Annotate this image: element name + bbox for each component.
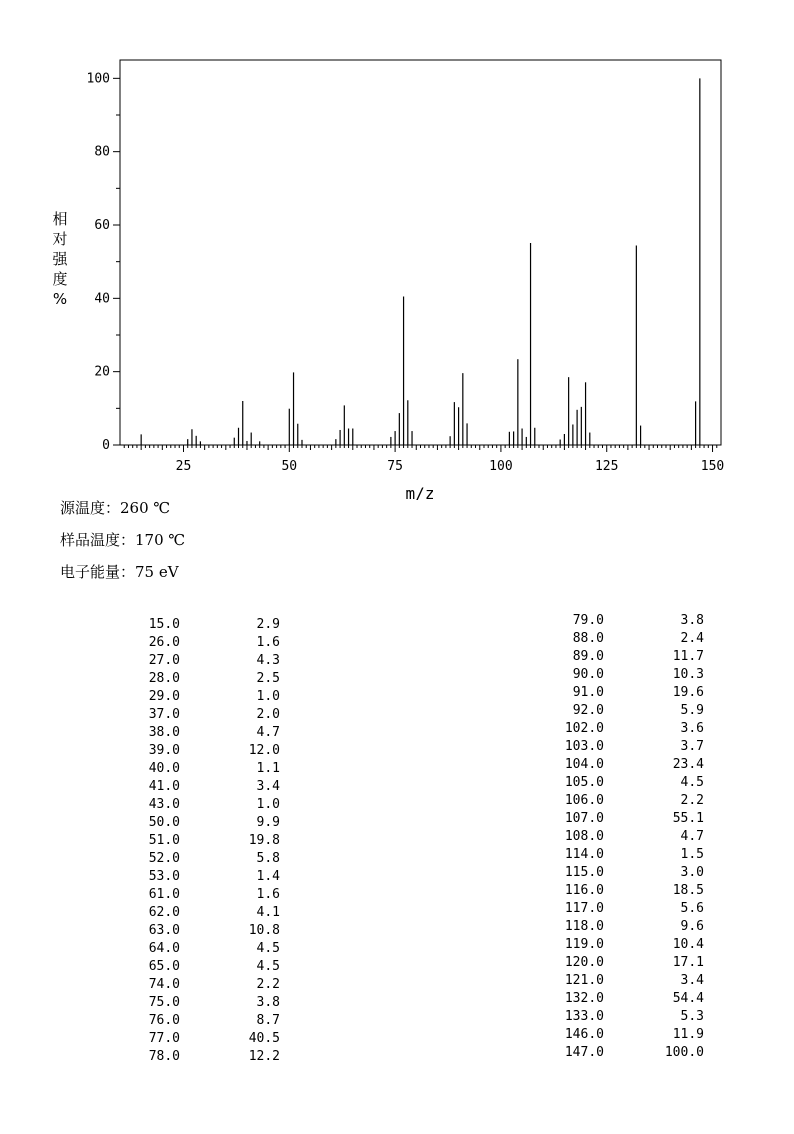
table-row — [140, 616, 280, 634]
table-row — [564, 936, 704, 954]
mz-value: 77.0 — [148, 1031, 180, 1046]
table-row — [564, 810, 704, 828]
table-row — [140, 652, 280, 670]
abundance-value: 2.5 — [256, 671, 280, 686]
abundance-value: 5.8 — [256, 851, 280, 866]
mz-value: 28.0 — [148, 671, 180, 686]
mz-value: 64.0 — [148, 941, 180, 956]
table-row — [140, 724, 280, 742]
electron-energy: 电子能量：75 eV — [60, 563, 179, 581]
table-row — [564, 738, 704, 756]
abundance-value: 10.8 — [248, 923, 280, 938]
abundance-value: 2.0 — [256, 707, 280, 722]
table-row — [140, 832, 280, 850]
table-row — [564, 684, 704, 702]
y-axis-label — [52, 210, 68, 308]
table-row — [564, 1026, 704, 1044]
abundance-value: 3.7 — [680, 739, 704, 754]
abundance-value: 2.4 — [680, 631, 704, 646]
table-row — [140, 688, 280, 706]
mz-value: 108.0 — [564, 829, 604, 844]
mz-value: 15.0 — [148, 617, 180, 632]
x-tick-label: 100 — [489, 459, 513, 474]
mz-value: 119.0 — [564, 937, 604, 952]
table-row — [564, 1008, 704, 1026]
y-axis-label-char: 对 — [52, 230, 68, 248]
abundance-value: 1.6 — [256, 887, 280, 902]
abundance-value: 4.3 — [256, 653, 280, 668]
mz-value: 43.0 — [148, 797, 180, 812]
mz-value: 61.0 — [148, 887, 180, 902]
y-axis-label-char: 度 — [52, 270, 68, 288]
abundance-value: 3.8 — [680, 613, 704, 628]
x-tick-label: 125 — [594, 459, 619, 474]
peak-table-right — [564, 612, 704, 1062]
abundance-value: 10.3 — [672, 667, 704, 682]
abundance-value: 2.2 — [256, 977, 280, 992]
table-row — [564, 720, 704, 738]
abundance-value: 1.5 — [680, 847, 704, 862]
table-row — [140, 796, 280, 814]
abundance-value: 3.6 — [680, 721, 704, 736]
y-tick-label: 40 — [94, 291, 110, 307]
table-row — [564, 774, 704, 792]
table-row — [564, 846, 704, 864]
table-row — [140, 940, 280, 958]
abundance-value: 2.9 — [256, 617, 280, 632]
abundance-value: 4.1 — [256, 905, 280, 920]
table-row — [140, 904, 280, 922]
mz-value: 40.0 — [148, 761, 180, 776]
abundance-value: 8.7 — [256, 1013, 280, 1028]
mz-value: 92.0 — [572, 703, 604, 718]
mz-value: 114.0 — [564, 847, 604, 862]
mz-value: 147.0 — [564, 1045, 604, 1060]
abundance-value: 40.5 — [248, 1031, 280, 1046]
table-row — [564, 828, 704, 846]
x-axis-ticks — [124, 445, 724, 474]
x-axis-label: m/z — [405, 484, 435, 500]
table-row — [564, 900, 704, 918]
mz-value: 103.0 — [564, 739, 604, 754]
mz-value: 62.0 — [148, 905, 180, 920]
table-row — [564, 882, 704, 900]
mz-value: 105.0 — [564, 775, 604, 790]
abundance-value: 4.5 — [680, 775, 704, 790]
abundance-value: 100.0 — [664, 1045, 704, 1060]
table-row — [564, 792, 704, 810]
sample-temperature: 样品温度：170 ℃ — [60, 531, 186, 549]
mz-value: 107.0 — [564, 811, 604, 826]
mz-value: 117.0 — [564, 901, 604, 916]
mz-value: 121.0 — [564, 973, 604, 988]
mz-value: 78.0 — [148, 1049, 180, 1064]
abundance-value: 17.1 — [672, 955, 704, 970]
table-row — [140, 958, 280, 976]
table-row — [140, 922, 280, 940]
peak-table-left — [140, 616, 280, 1066]
mz-value: 106.0 — [564, 793, 604, 808]
mz-value: 91.0 — [572, 685, 604, 700]
abundance-value: 5.6 — [680, 901, 704, 916]
table-row — [140, 1030, 280, 1048]
source-temperature: 源温度：260 ℃ — [60, 499, 171, 517]
abundance-value: 23.4 — [672, 757, 704, 772]
table-row — [140, 778, 280, 796]
abundance-value: 12.0 — [248, 743, 280, 758]
table-row — [564, 972, 704, 990]
table-row — [564, 1044, 704, 1062]
x-tick-label: 150 — [700, 459, 725, 474]
abundance-value: 54.4 — [672, 991, 704, 1006]
spectrum-peaks — [141, 78, 700, 445]
table-row — [140, 760, 280, 778]
mz-value: 65.0 — [148, 959, 180, 974]
mz-value: 27.0 — [148, 653, 180, 668]
mz-value: 41.0 — [148, 779, 180, 794]
y-tick-label: 20 — [94, 364, 110, 380]
mz-value: 118.0 — [564, 919, 604, 934]
mz-value: 120.0 — [564, 955, 604, 970]
abundance-value: 19.8 — [248, 833, 280, 848]
mz-value: 26.0 — [148, 635, 180, 650]
abundance-value: 1.1 — [256, 761, 280, 776]
mz-value: 79.0 — [572, 613, 604, 628]
y-axis-label-char: 相 — [52, 210, 68, 228]
abundance-value: 3.8 — [256, 995, 280, 1010]
abundance-value: 10.4 — [672, 937, 704, 952]
abundance-value: 1.0 — [256, 689, 280, 704]
abundance-value: 2.2 — [680, 793, 704, 808]
abundance-value: 5.3 — [680, 1009, 704, 1024]
table-row — [140, 868, 280, 886]
table-row — [564, 702, 704, 720]
abundance-value: 4.5 — [256, 941, 280, 956]
mz-value: 88.0 — [572, 631, 604, 646]
table-row — [564, 612, 704, 630]
x-tick-label: 25 — [175, 459, 192, 474]
mz-value: 115.0 — [564, 865, 604, 880]
mz-value: 51.0 — [148, 833, 180, 848]
mz-value: 50.0 — [148, 815, 180, 830]
mz-value: 102.0 — [564, 721, 604, 736]
table-row — [564, 630, 704, 648]
abundance-value: 3.4 — [256, 779, 280, 794]
mz-value: 38.0 — [148, 725, 180, 740]
abundance-value: 11.7 — [672, 649, 704, 664]
mz-value: 89.0 — [572, 649, 604, 664]
abundance-value: 3.4 — [680, 973, 704, 988]
mz-value: 52.0 — [148, 851, 180, 866]
x-tick-label: 50 — [281, 459, 298, 474]
abundance-value: 4.7 — [256, 725, 280, 740]
y-axis-ticks — [87, 71, 120, 453]
abundance-value: 1.4 — [256, 869, 280, 884]
abundance-value: 5.9 — [680, 703, 704, 718]
y-axis-label-char: 强 — [52, 250, 68, 268]
abundance-value: 4.5 — [256, 959, 280, 974]
abundance-value: 3.0 — [680, 865, 704, 880]
mz-value: 146.0 — [564, 1027, 604, 1042]
mz-value: 63.0 — [148, 923, 180, 938]
abundance-value: 1.6 — [256, 635, 280, 650]
table-row — [564, 864, 704, 882]
mz-value: 90.0 — [572, 667, 604, 682]
mz-value: 37.0 — [148, 707, 180, 722]
table-row — [140, 976, 280, 994]
mass-spectrum-chart — [0, 0, 794, 500]
y-tick-label: 80 — [94, 144, 110, 160]
mz-value: 104.0 — [564, 757, 604, 772]
table-row — [140, 1048, 280, 1066]
y-axis-label-char: % — [52, 290, 68, 308]
table-row — [564, 918, 704, 936]
abundance-value: 11.9 — [672, 1027, 704, 1042]
abundance-value: 9.6 — [680, 919, 704, 934]
mz-value: 53.0 — [148, 869, 180, 884]
table-row — [140, 994, 280, 1012]
y-tick-label: 100 — [86, 71, 110, 87]
abundance-value: 1.0 — [256, 797, 280, 812]
mz-value: 29.0 — [148, 689, 180, 704]
table-row — [140, 670, 280, 688]
table-row — [140, 706, 280, 724]
mz-value: 76.0 — [148, 1013, 180, 1028]
abundance-value: 9.9 — [256, 815, 280, 830]
mz-value: 116.0 — [564, 883, 604, 898]
table-row — [564, 648, 704, 666]
y-tick-label: 0 — [102, 438, 110, 453]
mz-value: 74.0 — [148, 977, 180, 992]
table-row — [564, 666, 704, 684]
x-tick-label: 75 — [387, 459, 403, 474]
mz-value: 39.0 — [148, 743, 180, 758]
mz-value: 75.0 — [148, 995, 180, 1010]
mz-value: 133.0 — [564, 1009, 604, 1024]
abundance-value: 19.6 — [672, 685, 704, 700]
table-row — [564, 756, 704, 774]
table-row — [140, 814, 280, 832]
abundance-value: 12.2 — [248, 1049, 280, 1064]
table-row — [140, 634, 280, 652]
abundance-value: 55.1 — [672, 811, 704, 826]
table-row — [564, 954, 704, 972]
table-row — [140, 850, 280, 868]
table-row — [140, 886, 280, 904]
table-row — [564, 990, 704, 1008]
y-tick-label: 60 — [94, 218, 110, 233]
abundance-value: 18.5 — [672, 883, 704, 898]
table-row — [140, 1012, 280, 1030]
table-row — [140, 742, 280, 760]
plot-frame — [120, 60, 721, 445]
mz-value: 132.0 — [564, 991, 604, 1006]
abundance-value: 4.7 — [680, 829, 704, 844]
